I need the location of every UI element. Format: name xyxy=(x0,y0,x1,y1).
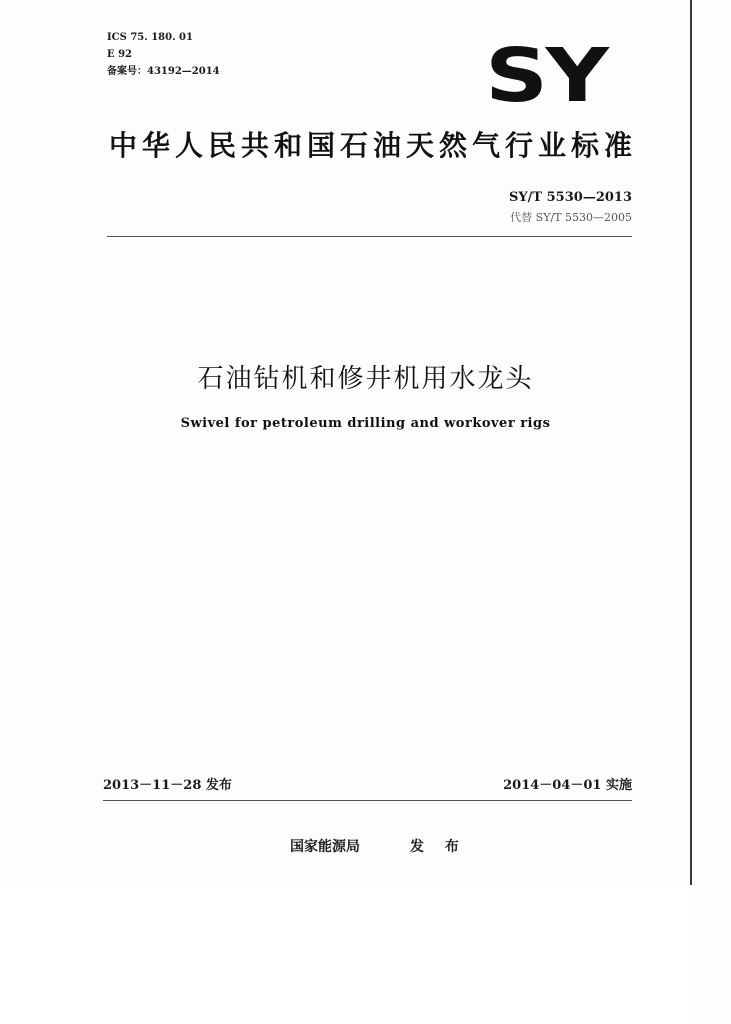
replaces-standard: 代替 SY/T 5530—2005 xyxy=(510,211,632,224)
standard-code: SY/T 5530—2013 xyxy=(509,190,632,205)
footer-divider xyxy=(103,800,632,801)
header-divider xyxy=(107,236,632,237)
scan-margin xyxy=(0,884,692,1024)
standard-body-title: 中华人民共和国石油天然气行业标准 xyxy=(108,129,637,162)
sy-logo: SY xyxy=(485,33,607,119)
issue-date: 2013－11－28 发布 xyxy=(103,778,232,793)
scan-edge-line xyxy=(690,0,692,885)
ics-code: ICS 75. 180. 01 xyxy=(107,32,193,43)
document-title-english: Swivel for petroleum drilling and workover rigs xyxy=(180,416,551,431)
effective-date: 2014－04－01 实施 xyxy=(503,778,632,793)
publish-label: 发 布 xyxy=(410,839,467,855)
record-number: 备案号：43192—2014 xyxy=(107,66,220,77)
publisher-name: 国家能源局 xyxy=(290,839,360,855)
document-title-chinese: 石油钻机和修井机用水龙头 xyxy=(197,364,534,394)
category-code: E 92 xyxy=(107,49,133,60)
